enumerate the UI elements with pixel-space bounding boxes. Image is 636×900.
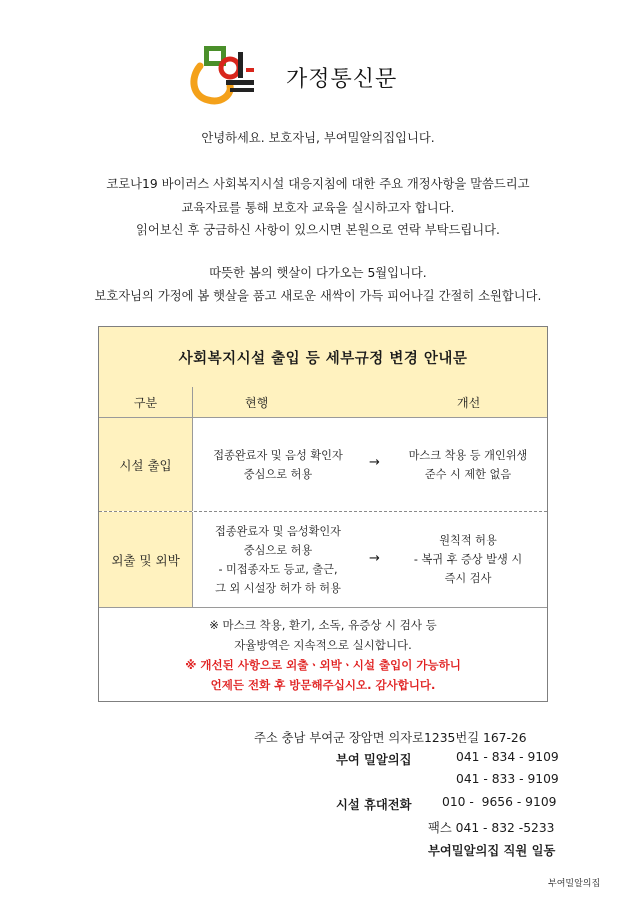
row1-improved-line: 마스크 착용 등 개인위생	[408, 448, 528, 462]
row2-current	[193, 512, 363, 607]
row1-current	[193, 418, 363, 511]
contact-phone-2: 041 - 833 - 9109	[456, 772, 559, 786]
column-header-category: 구분	[99, 387, 193, 418]
contact-org-label: 부여 밀알의집	[336, 753, 412, 767]
row1-improved	[389, 418, 547, 511]
intro-line: 교육자료를 통해 보호자 교육을 실시하고자 합니다.	[181, 201, 455, 215]
notice-title: 사회복지시설 출입 등 세부규정 변경 안내문	[99, 327, 547, 388]
row2-improved	[389, 512, 547, 607]
row2-current-line: 중심으로 허용	[243, 543, 313, 557]
notice-table	[98, 326, 548, 702]
footnote-line: ※ 마스크 착용, 환기, 소독, 유증상 시 검사 등	[209, 618, 437, 632]
intro-line: 보호자님의 가정에 봄 햇살을 품고 새로운 새싹이 가득 피어나길 간절히 소원합니다.	[94, 289, 542, 303]
section-divider	[99, 607, 547, 608]
row2-current-line: 접종완료자 및 음성확인자	[215, 524, 341, 538]
intro-line: 읽어보신 후 궁금하신 사항이 있으시면 본원으로 연락 부탁드립니다.	[136, 223, 500, 237]
intro-line: 따뜻한 봄의 햇살이 다가오는 5월입니다.	[209, 266, 427, 280]
contact-address: 주소 충남 부여군 장암면 의자로1235번길 167-26	[254, 731, 527, 745]
column-header-group	[193, 387, 547, 418]
contact-mobile-label: 시설 휴대전화	[336, 798, 412, 812]
document-header	[186, 38, 486, 110]
document-title: 가정통신문	[286, 67, 398, 92]
signature: 부여밀알의집 직원 일동	[428, 844, 556, 858]
intro-line: 코로나19 바이러스 사회복지시설 대응지침에 대한 주요 개정사항을 말씀드리고	[106, 177, 530, 191]
right-arrow-icon: →	[369, 551, 380, 566]
contact-mobile: 010 - 9656 - 9109	[442, 795, 557, 809]
column-header-improved: 개선	[457, 395, 481, 410]
notice-footnote	[99, 615, 547, 695]
greeting-text: 안녕하세요. 보호자님, 부여밀알의집입니다.	[201, 131, 435, 145]
milal-logo	[186, 38, 282, 110]
row1-improved-line: 준수 시 제한 없음	[424, 467, 512, 481]
row1-current-line: 접종완료자 및 음성 확인자	[213, 448, 343, 462]
row2-current-line: - 미접종자도 등교, 출근,	[218, 562, 338, 576]
row1-current-line: 중심으로 허용	[243, 467, 313, 481]
row2-improved-line: 즉시 검사	[444, 572, 492, 585]
row-label-facility-entry: 시설 출입	[99, 418, 193, 511]
row2-improved-line: - 복귀 후 증상 발생 시	[413, 553, 523, 566]
row2-current-line: 그 외 시설장 허가 하 허용	[215, 581, 341, 595]
contact-fax: 팩스 041 - 832 -5233	[428, 821, 555, 835]
highlight-line: 언제든 전화 후 방문해주십시오. 감사합니다.	[210, 678, 436, 692]
column-header-current: 현행	[245, 395, 269, 410]
row-label-outing: 외출 및 외박	[99, 512, 193, 607]
highlight-line: ※ 개선된 사항으로 외출ㆍ외박ㆍ시설 출입이 가능하니	[185, 658, 461, 672]
right-arrow-icon: →	[369, 455, 380, 470]
row2-improved-line: 원칙적 허용	[439, 534, 497, 547]
footnote-line: 자율방역은 지속적으로 실시합니다.	[234, 638, 412, 652]
footer-tag: 부여밀알의집	[548, 879, 601, 889]
contact-phone-1: 041 - 834 - 9109	[456, 750, 559, 764]
